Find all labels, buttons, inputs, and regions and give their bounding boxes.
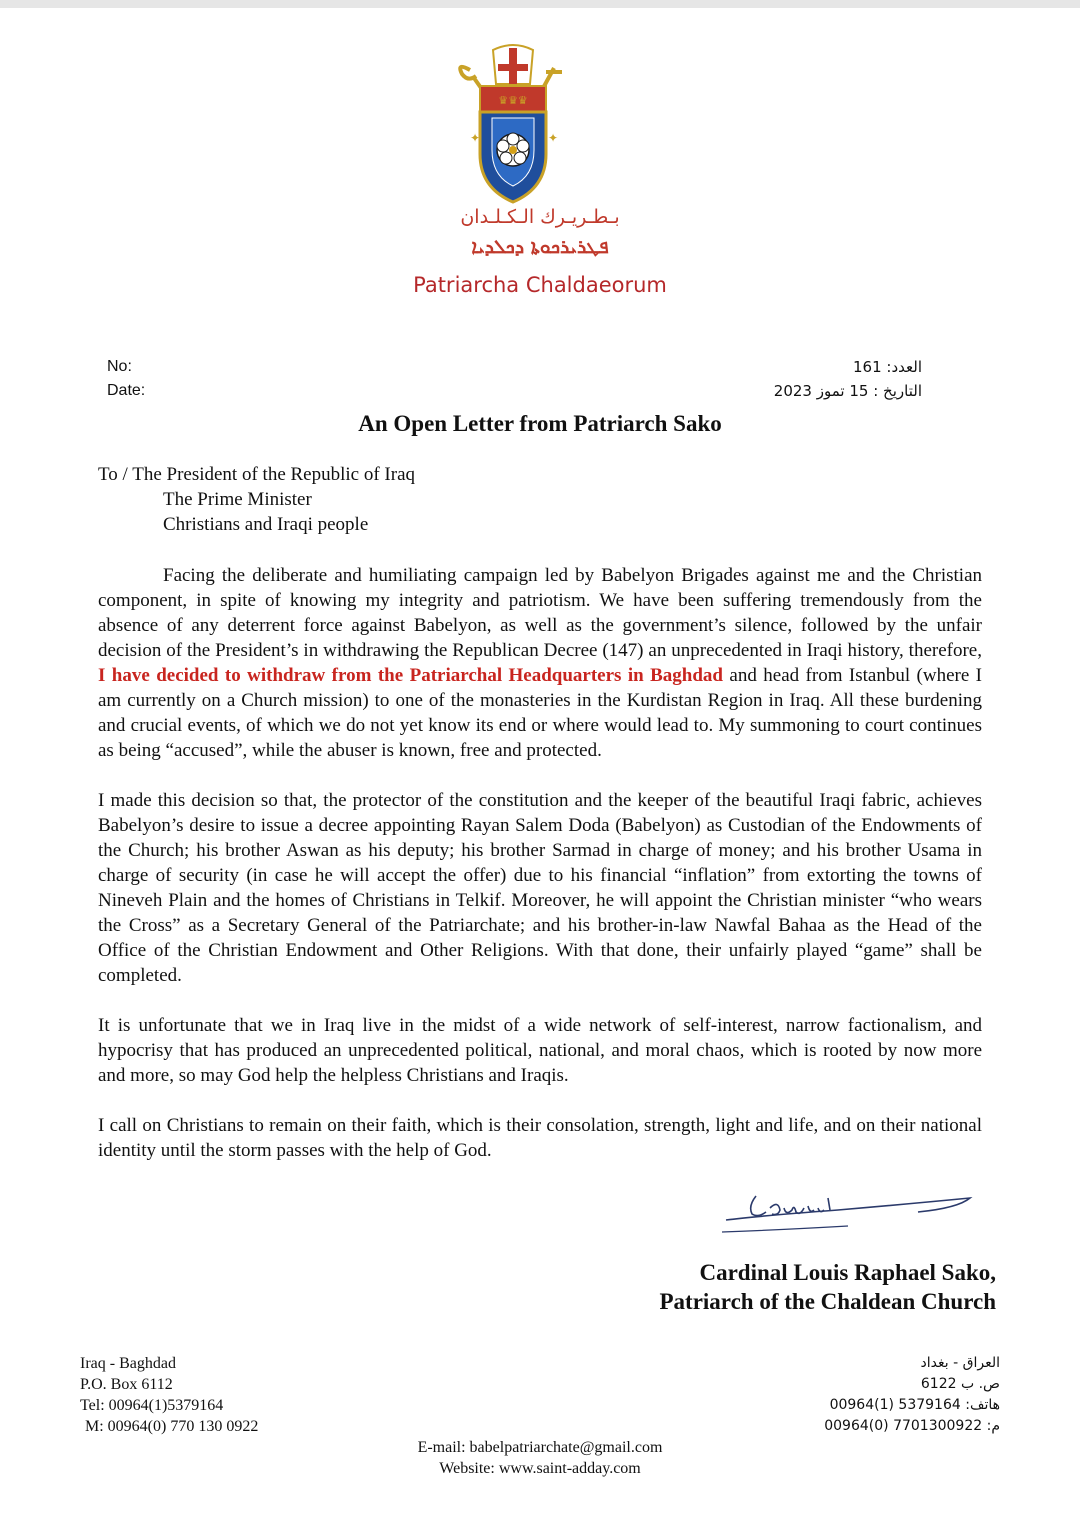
highlighted-decision: I have decided to withdraw from the Patriarchal Headquarters in Baghdad [98, 665, 723, 686]
footer-city: Iraq - Baghdad [80, 1355, 176, 1372]
paragraph-text: Facing the deliberate and humiliating campaign led by Babelyon Brigades against me and the Christian component, in spite of knowing my integrity and patriotism. We have been suffering tremendously from the absence of any deterrent force against Babelyon, as well as the government’s silence, followed by the unfair decision of the President’s in withdrawing the Republican Decree (147) an unprecedented in Iraqi history, therefore, [98, 565, 982, 661]
footer-contact-arabic [824, 1353, 1000, 1437]
body-paragraph-2: I made this decision so that, the protector of the constitution and the keeper of the beautiful Iraqi fabric, achieves Babelyon’s desire to issue a decree appointing Rayan Salem Doda (Babelyon) as Custodian of the Endowments of the Church; his brother Aswan as his deputy; his brother Sarmad in charge of money; and his brother Usama in charge of security (in case he will accept the offer) due to his financial “inflation” from extorting the towns of Nineveh Plain and the homes of Christians in Telkif. Moreover, he will appoint the Christian minister “who wears the Cross” as a Secretary General of the Patriarchate; and his brother-in-law Nawfal Bahaa as the Head of the Office of the Christian Endowment and Other Religions. With that done, their unfairly played “game” shall be completed. [98, 790, 982, 986]
svg-text:✦: ✦ [548, 131, 559, 145]
body-paragraph-4: I call on Christians to remain on their faith, which is their consolation, strength, light and life, and on their national identity until the storm passes with the help of God. [98, 1115, 982, 1161]
recipient-line: To / The President of the Republic of Iraq [98, 464, 416, 485]
footer-pobox: P.O. Box 6112 [80, 1376, 173, 1393]
footer-telephone: Tel: 00964(1)5379164 [80, 1397, 224, 1414]
recipients-block [98, 462, 415, 537]
date-arabic: التاريخ : 15 تموز 2023 [773, 382, 922, 400]
footer-city-arabic: العراق - بغداد [920, 1355, 1000, 1371]
body-paragraph-3: It is unfortunate that we in Iraq live in the midst of a wide network of self-interest, narrow factionalism, and hypocrisy that has produced an unprecedented political, national, and moral chaos, which is rooted by now more and more, so may God help the helpless Christians and Iraqis. [98, 1015, 982, 1086]
letterhead-syriac-name: ܦܛܪܝܪܟܘܬܐ ܕܟܠܕܝܐ [471, 236, 609, 258]
patriarchal-coat-of-arms [446, 42, 580, 212]
signer-block [660, 1258, 997, 1316]
handwritten-signature [718, 1186, 978, 1242]
paragraph-text: and head from Istanbul (where I am currently on a Church mission) to one of the monasteries in the Kurdistan Region in Iraq. All these burdening and crucial events, of which we do not yet know its end or where would lead to. My summoning to court continues as being “accused”, while the abuser is known, free and protected. [98, 665, 982, 761]
footer-pobox-arabic: ص. ب 6122 [920, 1376, 1000, 1392]
signer-title: Patriarch of the Chaldean Church [659, 1289, 996, 1314]
body-paragraph-1 [98, 563, 982, 763]
reference-fields-arabic [774, 355, 922, 403]
svg-text:✦: ✦ [470, 131, 481, 145]
footer-online-contact [0, 1437, 1080, 1479]
letter-title: An Open Letter from Patriarch Sako [358, 411, 722, 436]
svg-text:♛♛♛: ♛♛♛ [498, 94, 528, 107]
footer-mobile-arabic: م: 7701300922 (0)00964 [824, 1418, 1000, 1434]
top-scan-border [0, 0, 1080, 8]
recipient-line: Christians and Iraqi people [163, 514, 369, 535]
footer-contact-english [80, 1353, 258, 1437]
letter-body [98, 563, 982, 1188]
recipient-line: The Prime Minister [163, 489, 312, 510]
signer-name: Cardinal Louis Raphael Sako, [699, 1260, 996, 1285]
date-label: Date: [107, 382, 146, 399]
footer-mobile: M: 00964(0) 770 130 0922 [85, 1418, 259, 1435]
number-arabic: العدد: 161 [853, 358, 922, 376]
letterhead-arabic-name: بـطـريـرك الـكـلـدان [460, 206, 620, 228]
letterhead-latin-name: Patriarcha Chaldaeorum [413, 273, 667, 297]
footer-telephone-arabic: هاتف: 5379164 (1)00964 [829, 1397, 1000, 1413]
reference-fields-english [107, 355, 145, 403]
number-label: No: [107, 358, 132, 375]
footer-website: Website: www.saint-adday.com [439, 1460, 641, 1477]
footer-email: E-mail: babelpatriarchate@gmail.com [417, 1439, 663, 1456]
